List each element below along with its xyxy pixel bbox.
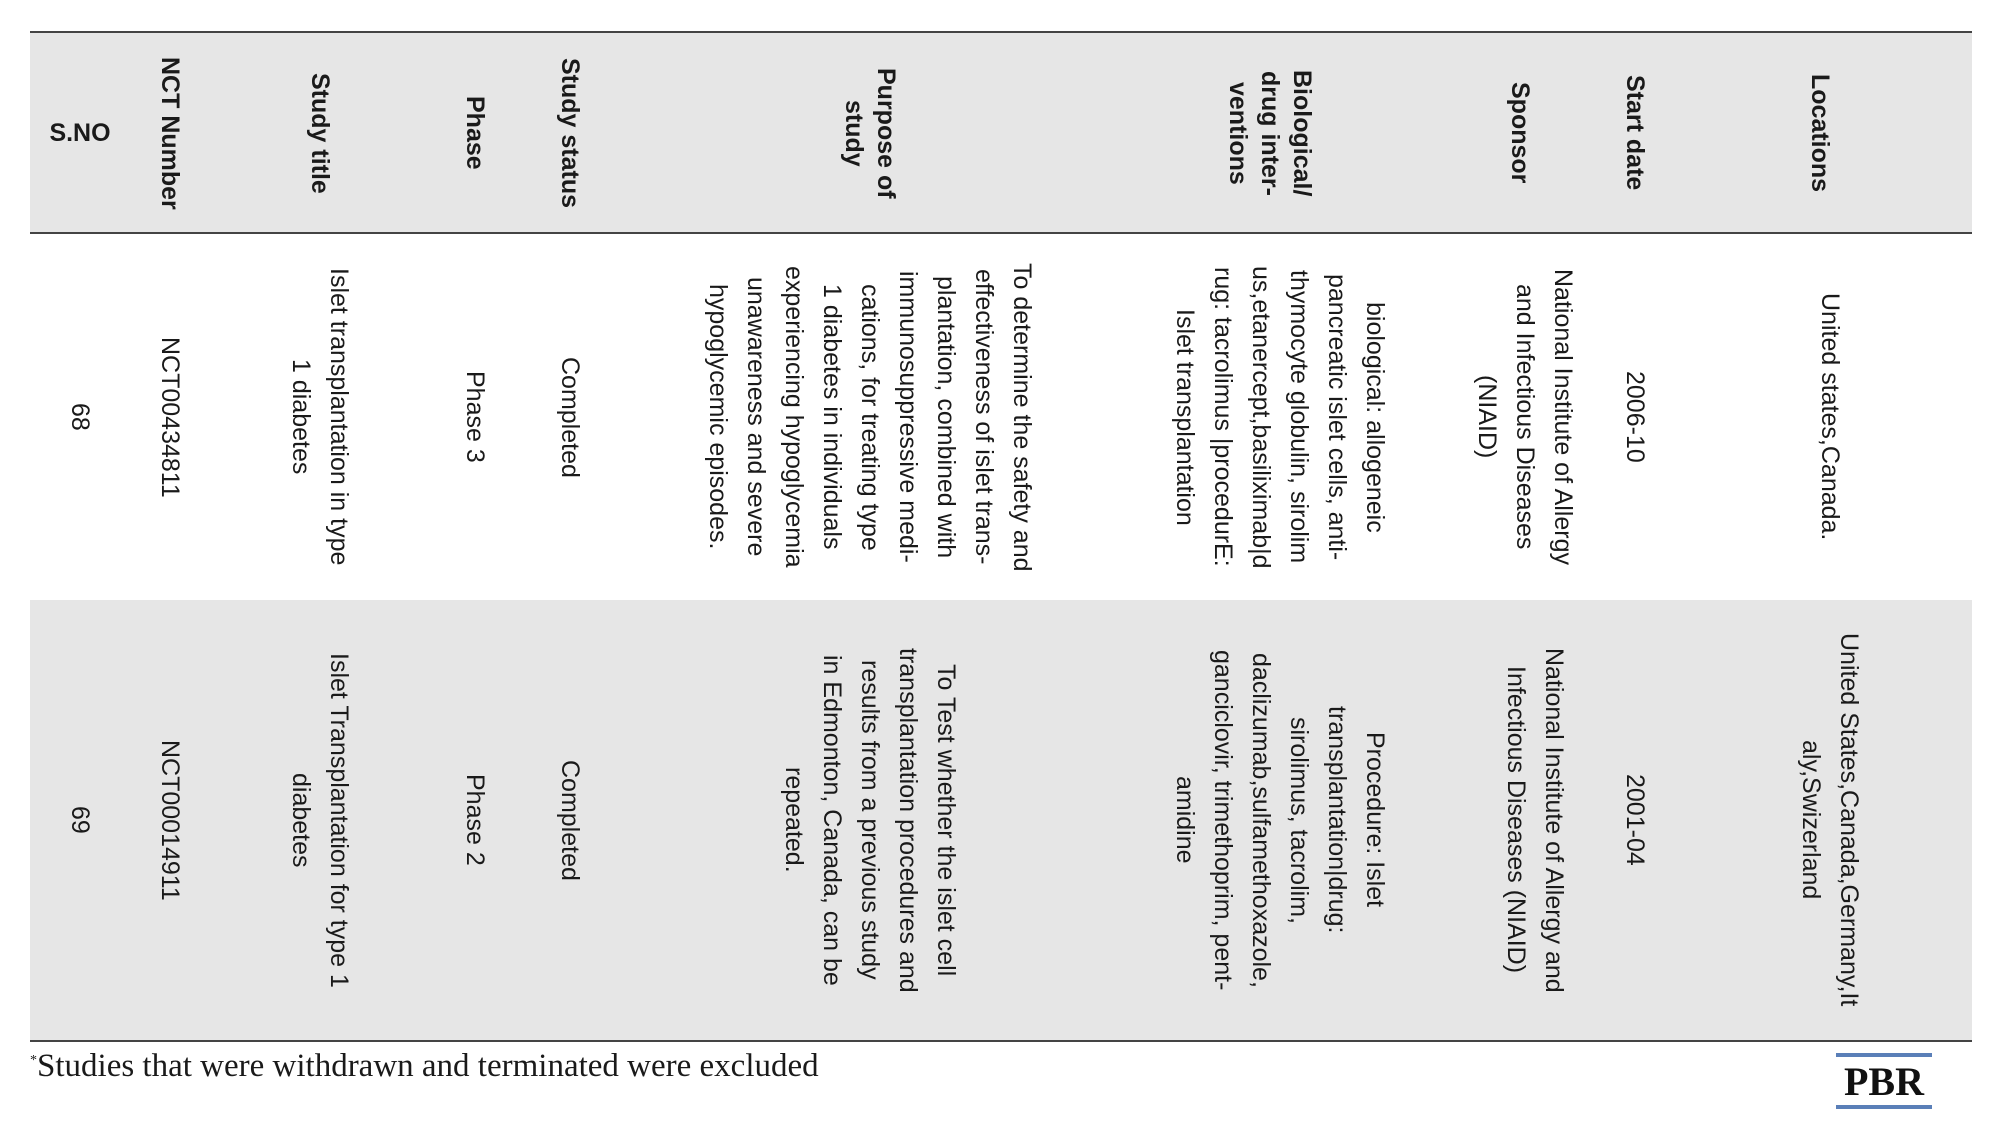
header-cell-locations — [1780, 33, 1860, 233]
header-cell-nct — [130, 33, 210, 233]
header-sponsor: Sponsor — [1506, 82, 1534, 184]
cell-start — [1595, 600, 1675, 1040]
header-sno: S.NO — [49, 118, 111, 147]
footnote-mark: * — [30, 1053, 37, 1068]
row-sno: 69 — [66, 806, 94, 834]
row-purpose: To determine the safety and effectiveness of islet trans- plantation, combined with immunosuppressive medi- cations, for treating type 1 diabetes in individuals experiencing hypoglycemia unawareness and severe hypoglycemic episodes. — [704, 262, 1036, 572]
cell-status — [530, 600, 610, 1040]
header-purpose: Purpose of study — [840, 67, 900, 199]
cell-purpose — [760, 600, 980, 1040]
row-locations: United States,Canada,Germany,It aly,Swizerland — [1797, 633, 1863, 1007]
cell-purpose — [690, 234, 1050, 600]
publisher-logo: PBR — [1836, 1053, 1932, 1109]
footnote — [30, 1048, 819, 1085]
header-nct: NCT Number — [156, 56, 184, 210]
row-sponsor: National Institute of Allergy and Infectious Diseases (NIAID) — [1473, 269, 1577, 565]
header-cell-sno — [30, 33, 130, 233]
row-title: Islet Transplantation for type 1 diabetes — [287, 652, 353, 988]
table-bottom-rule — [30, 1040, 1972, 1042]
header-title: Study title — [306, 72, 334, 194]
row-phase: Phase 3 — [461, 371, 489, 463]
header-cell-purpose — [810, 33, 930, 233]
cell-sponsor — [1490, 600, 1580, 1040]
header-phase: Phase — [461, 96, 489, 170]
row-interventions: biological: allogeneic pancreatic islet cells, anti- thymocyte globulin, sirolim us,etanercept,basiliximab|d rug: tacrolimus |procedurE: Islet transplantation — [1171, 265, 1389, 569]
cell-nct — [130, 600, 210, 1040]
cell-sno — [30, 600, 130, 1040]
header-cell-start — [1595, 33, 1675, 233]
cell-title — [270, 600, 370, 1040]
cell-phase — [435, 234, 515, 600]
header-locations: Locations — [1806, 73, 1834, 193]
cell-interventions — [1160, 234, 1400, 600]
row-interventions: Procedure: Islet transplantation|drug: sirolimus, tacrolim, daclizumab,sulfamethoxazole, ganciclovir, trimethoprim, pent- amidine — [1171, 649, 1389, 991]
header-cell-phase — [435, 33, 515, 233]
row-start: 2001-04 — [1621, 774, 1649, 866]
row-purpose: To Test whether the islet cell transplantation procedures and results from a previous study in Edmonton, Canada, can be repeated. — [780, 647, 960, 993]
row-sno: 68 — [66, 403, 94, 431]
cell-title — [270, 234, 370, 600]
row-start: 2006-10 — [1621, 371, 1649, 463]
header-cell-interventions — [1190, 33, 1350, 233]
cell-interventions — [1160, 600, 1400, 1040]
cell-locations — [1780, 234, 1880, 600]
cell-sponsor — [1460, 234, 1590, 600]
row-locations: United states,Canada. — [1816, 293, 1844, 541]
header-cell-sponsor — [1480, 33, 1560, 233]
cell-start — [1595, 234, 1675, 600]
header-cell-status — [530, 33, 610, 233]
cell-status — [530, 234, 610, 600]
row-nct: NCT00014911 — [156, 739, 184, 901]
cell-nct — [130, 234, 210, 600]
cell-sno — [30, 234, 130, 600]
cell-locations — [1780, 600, 1880, 1040]
header-interventions: Biological/ drug inter- ventions — [1224, 69, 1316, 197]
row-status: Completed — [556, 356, 584, 478]
header-start: Start date — [1621, 75, 1649, 191]
row-phase: Phase 2 — [461, 774, 489, 866]
row-nct: NCT00434811 — [156, 336, 184, 498]
header-cell-title — [270, 33, 370, 233]
row-status: Completed — [556, 759, 584, 881]
row-sponsor: National Institute of Allergy and Infectious Diseases (NIAID) — [1502, 647, 1568, 993]
row-title: Islet transplantation in type 1 diabetes — [287, 268, 353, 566]
footnote-text: Studies that were withdrawn and terminated were excluded — [37, 1048, 819, 1084]
cell-phase — [435, 600, 515, 1040]
header-status: Study status — [556, 57, 584, 209]
